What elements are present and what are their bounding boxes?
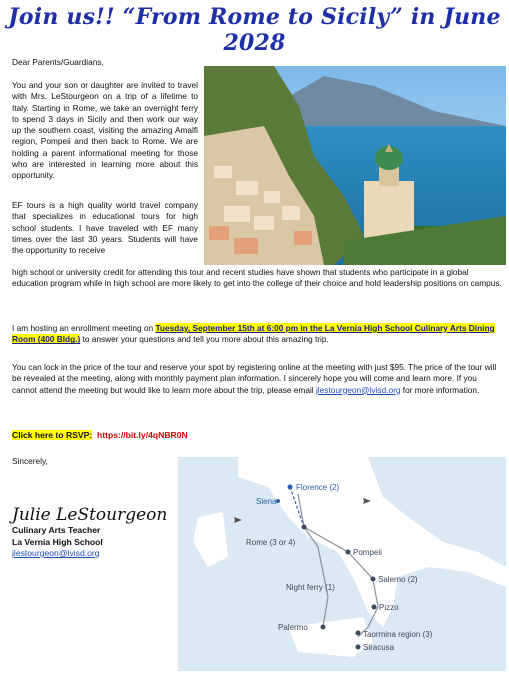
salerno-label: Salerno (2)	[378, 575, 418, 584]
pompeii-marker	[346, 550, 351, 555]
rome-label: Rome (3 or 4)	[246, 538, 296, 547]
meeting-suffix-text: to answer your questions and tell you more about this amazing trip.	[80, 334, 329, 345]
signature-title: Culinary Arts Teacher	[12, 525, 101, 535]
ef-tours-paragraph-narrow: EF tours is a high quality world travel company that specializes in educational tours for high school students. I have traveled with EF many times over the last 30 years. Students will have the opportunity to receive	[12, 200, 198, 256]
signature-email-link[interactable]: jlestourgeon@lvisd.org	[12, 548, 100, 558]
closing: Sincerely,	[12, 456, 48, 466]
salerno-marker	[371, 577, 376, 582]
meeting-details-highlight: Tuesday, September 15th at 6:00 pm in the La Vernia High School Culinary Arts Dining Room (400 Bldg.)	[12, 323, 495, 345]
palermo-marker	[321, 625, 326, 630]
amalfi-coast-photo	[204, 66, 506, 265]
greeting: Dear Parents/Guardians,	[12, 57, 104, 67]
florence-label: Florence (2)	[296, 483, 340, 492]
taormina-marker	[356, 631, 361, 636]
intro-paragraph: You and your son or daughter are invited to travel with Mrs. LeStourgeon on a trip of a lifetime to Italy. Starting in Rome, we take an overnight ferry to spend 3 days in Sicily and then work our way up the southern coast, visiting the amazing Amalfi region, Pompeii and then back to Rome. We are holding a parent informational meeting for those who are interested in learning more about this opportunity.	[12, 80, 198, 181]
florence-marker	[288, 485, 293, 490]
rsvp-label: Click here to RSVP:	[12, 430, 93, 440]
signature-block	[12, 525, 103, 560]
registration-end-text: for more information.	[400, 384, 480, 395]
teacher-email-link[interactable]: jlestourgeon@lvisd.org	[315, 384, 401, 395]
itinerary-map	[178, 457, 506, 671]
pizzo-label: Pizzo	[379, 603, 399, 612]
signature-school: La Vernia High School	[12, 536, 103, 547]
rsvp-line	[12, 430, 188, 441]
palermo-label: Palermo	[278, 623, 308, 632]
registration-paragraph	[12, 362, 502, 396]
pizzo-marker	[372, 605, 377, 610]
enrollment-meeting-paragraph	[12, 323, 502, 346]
siena-marker	[276, 499, 280, 503]
night-ferry-label: Night ferry (1)	[286, 583, 335, 592]
signature: Julie LeStourgeon	[12, 505, 168, 525]
pompeii-label: Pompeii	[353, 548, 382, 557]
flyer-title: Join us!! “From Rome to Sicily” in June 2028	[8, 4, 501, 56]
taormina-label: Taormina region (3)	[363, 630, 433, 639]
ef-tours-paragraph-wide: high school or university credit for attending this tour and recent studies have shown that students who participate in a global education program while in high school are more likely to get into the college of their choice and hold leadership positions on campus.	[12, 267, 502, 289]
rsvp-link[interactable]: https://bit.ly/4qNBR0N	[97, 430, 188, 440]
meeting-intro-text: I am hosting an enrollment meeting on	[12, 323, 156, 333]
siena-label: Siena	[256, 497, 277, 506]
rome-marker	[302, 525, 307, 530]
siracusa-label: Siracusa	[363, 643, 395, 652]
siracusa-marker	[356, 645, 361, 650]
registration-text: You can lock in the price of the tour and reserve your spot by registering online at the meeting with just $95. The price of the tour will be revealed at the meeting, along with monthly payment plan information. I sincerely hope you will come and learn more. If you cannot attend the meeting but would like to learn more about the trip, please email	[12, 362, 497, 395]
